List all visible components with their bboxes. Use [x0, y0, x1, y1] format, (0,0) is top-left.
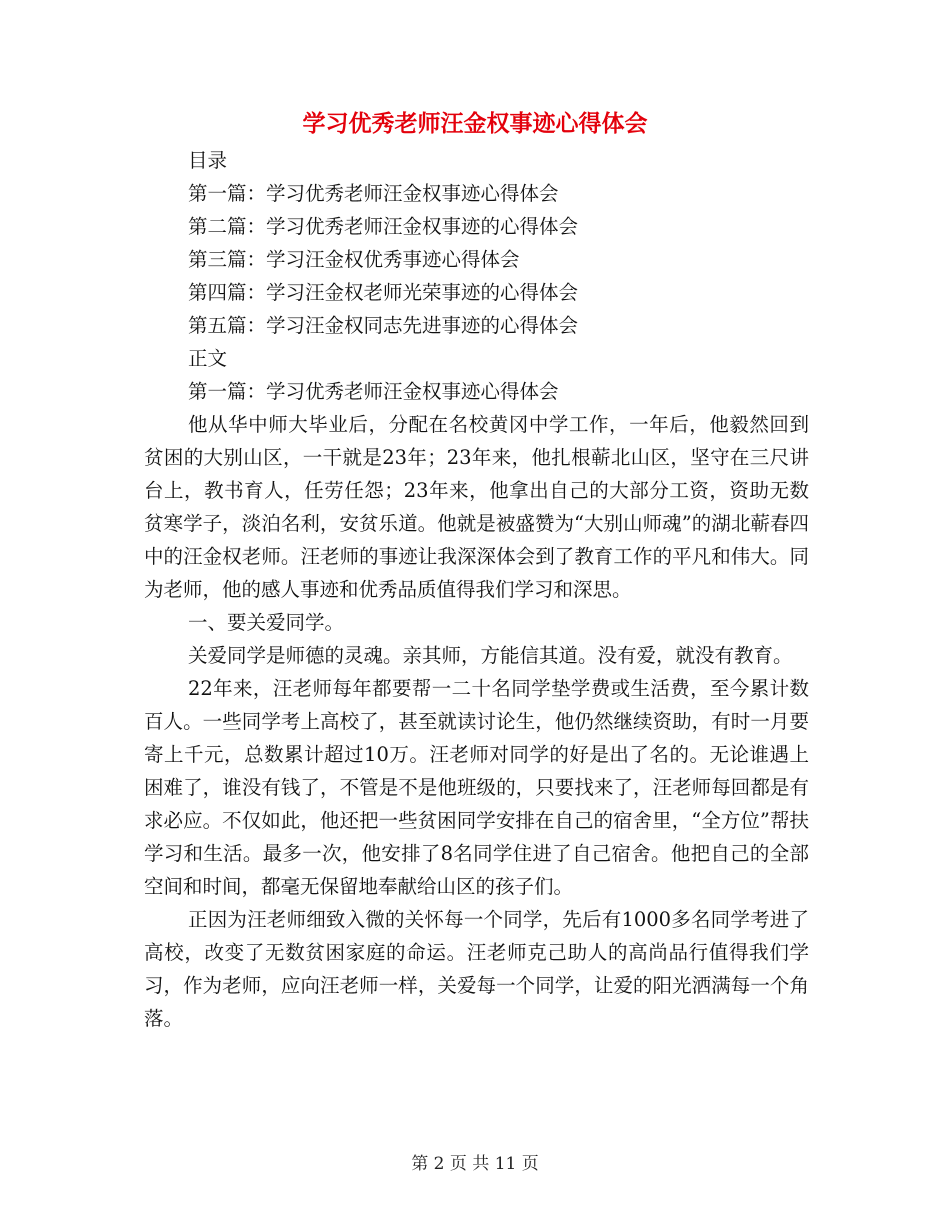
toc-item: 第四篇：学习汪金权老师光荣事迹的心得体会	[188, 281, 579, 304]
paragraph: 22年来，汪老师每年都要帮一二十名同学垫学费或生活费，至今累计数百人。一些同学考上高校了，甚至就读讨论生，他仍然继续资助，有时一月要寄上千元，总数累计超过10万。汪老师对同学的好是出了名的。无论谁遇上困难了，谁没有钱了，不管是不是他班级的，只要找来了，汪老师每回都是有求必应。不仅如此，他还把一些贫困同学安排在自己的宿舍里，“全方位”帮扶学习和生活。最多一次，他安排了8名同学住进了自己宿舍。他把自己的全部空间和时间，都毫无保留地奉献给山区的孩子们。	[144, 677, 809, 898]
toc-heading: 目录	[188, 149, 228, 172]
paragraph: 他从华中师大毕业后，分配在名校黄冈中学工作，一年后，他毅然回到贫困的大别山区，一干就是23年；23年来，他扎根蕲北山区，坚守在三尺讲台上，教书育人，任劳任怨；23年来，他拿出自己的大部分工资，资助无数贫寒学子，淡泊名利，安贫乐道。他就是被盛赞为“大别山师魂”的湖北蕲春四中的汪金权老师。汪老师的事迹让我深深体会到了教育工作的平凡和伟大。同为老师，他的感人事迹和优秀品质值得我们学习和深思。	[144, 413, 809, 601]
document-title: 学习优秀老师汪金权事迹心得体会	[302, 111, 648, 137]
body-heading: 正文	[188, 347, 228, 370]
document-body	[144, 144, 809, 1035]
page-number: 第 2 页 共 11 页	[411, 1154, 539, 1174]
toc-item: 第三篇：学习汪金权优秀事迹心得体会	[188, 248, 520, 271]
subheading: 一、要关爱同学。	[188, 611, 345, 634]
toc-item: 第一篇：学习优秀老师汪金权事迹心得体会	[188, 182, 559, 205]
paragraph: 关爱同学是师德的灵魂。亲其师，方能信其道。没有爱，就没有教育。	[188, 644, 793, 667]
toc-item: 第五篇：学习汪金权同志先进事迹的心得体会	[188, 314, 579, 337]
paragraph: 正因为汪老师细致入微的关怀每一个同学，先后有1000多名同学考进了高校，改变了无数贫困家庭的命运。汪老师克己助人的高尚品行值得我们学习，作为老师，应向汪老师一样，关爱每一个同学，让爱的阳光洒满每一个角落。	[144, 908, 809, 1030]
toc-item: 第二篇：学习优秀老师汪金权事迹的心得体会	[188, 215, 579, 238]
section-title: 第一篇：学习优秀老师汪金权事迹心得体会	[188, 380, 559, 403]
